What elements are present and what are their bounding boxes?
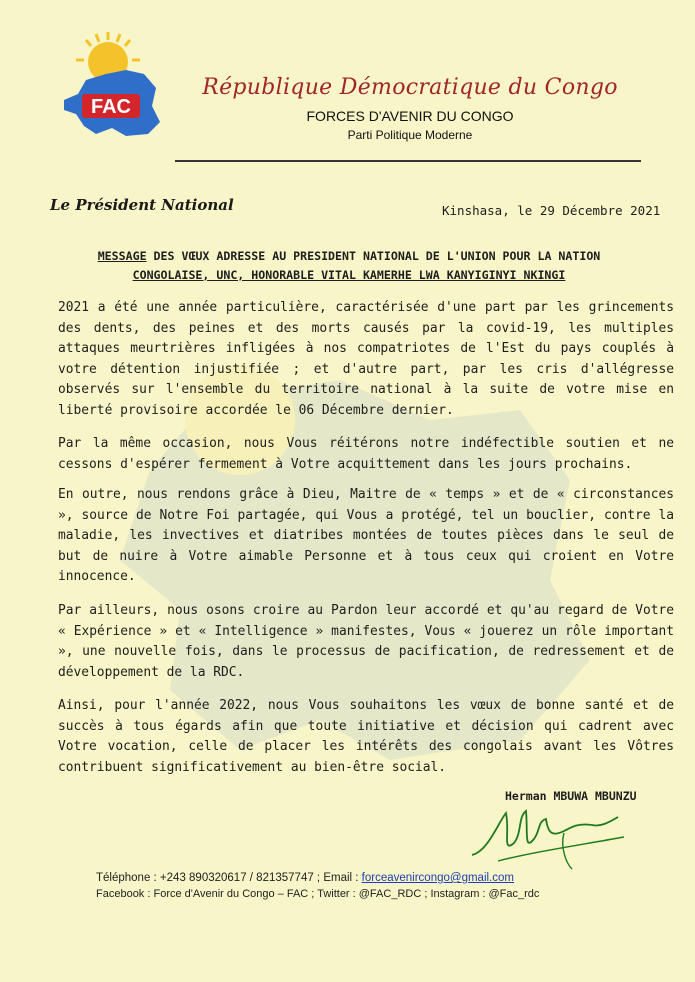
handwritten-signature bbox=[468, 803, 628, 873]
subject-line2: CONGOLAISE, UNC, HONORABLE VITAL KAMERHE LWA KANYIGINYI NKINGI bbox=[132, 268, 566, 282]
header-divider bbox=[175, 160, 641, 162]
fac-logo bbox=[56, 30, 166, 140]
footer-phone: Téléphone : +243 890320617 / 821357747 ; Email : bbox=[96, 872, 362, 884]
paragraph-3: En outre, nous rendons grâce à Dieu, Maitre de « temps » et de « circonstances », source de Notre Foi partagée, qui Vous a protégé, tel un bouclier, contre la maladie, les invectives et diatribes montées de toutes pièces dans le seul de but de nuire à Votre aimable Personne et à tous ceux qui croient en Votre innocence. bbox=[58, 487, 674, 585]
footer-contacts bbox=[96, 872, 514, 884]
signer-name: Herman MBUWA MBUNZU bbox=[505, 789, 637, 803]
footer-social: Facebook : Force d'Avenir du Congo – FAC ; Twitter : @FAC_RDC ; Instagram : @Fac_rdc bbox=[96, 888, 540, 900]
letter-subject bbox=[50, 247, 648, 285]
paragraph-2: Par la même occasion, nous Vous réitérons notre indéfectible soutien et ne cessons d'espérer fermement à Votre acquittement dans les jours prochains. bbox=[58, 436, 674, 472]
logo-text: FAC bbox=[91, 96, 131, 118]
party-name: FORCES D'AVENIR DU CONGO bbox=[306, 108, 514, 124]
paragraph-4: Par ailleurs, nous osons croire au Pardon leur accordé et qu'au regard de Votre « Expérience » et « Intelligence » manifestes, Vous « jouerez un rôle important », une nouvelle fois, dans le processus de pacification, de redressement et de développement de la RDC. bbox=[58, 603, 674, 680]
footer-email-link[interactable]: forceavenircongo@gmail.com bbox=[361, 872, 514, 884]
subject-word: MESSAGE bbox=[97, 249, 147, 263]
republic-title: République Démocratique du Congo bbox=[202, 75, 618, 100]
place-date: Kinshasa, le 29 Décembre 2021 bbox=[442, 203, 661, 218]
party-subtitle: Parti Politique Moderne bbox=[347, 128, 473, 142]
paragraph-5: Ainsi, pour l'année 2022, nous Vous souhaitons les vœux de bonne santé et de succès à tous égards afin que toute initiative et décision qui cadrent avec Votre vocation, celle de placer les intérêts des congolais avant les Vôtres contribuent significativement au bien-être social. bbox=[58, 698, 674, 775]
paragraph-1: 2021 a été une année particulière, caractérisée d'une part par les grincements des dents, des peines et des morts causés par la covid-19, les multiples attaques meurtrières infligées à nos compatriotes de l'Est du pays couplés à votre détention injustifiée ; et d'autre part, par les cris d'allégresse observés sur l'ensemble du territoire national à la suite de votre mise en liberté provisoire accordée le 06 Décembre dernier. bbox=[58, 300, 674, 418]
president-label: Le Président National bbox=[50, 196, 234, 214]
subject-line1: DES VŒUX ADRESSE AU PRESIDENT NATIONAL DE L'UNION POUR LA NATION bbox=[146, 249, 601, 263]
